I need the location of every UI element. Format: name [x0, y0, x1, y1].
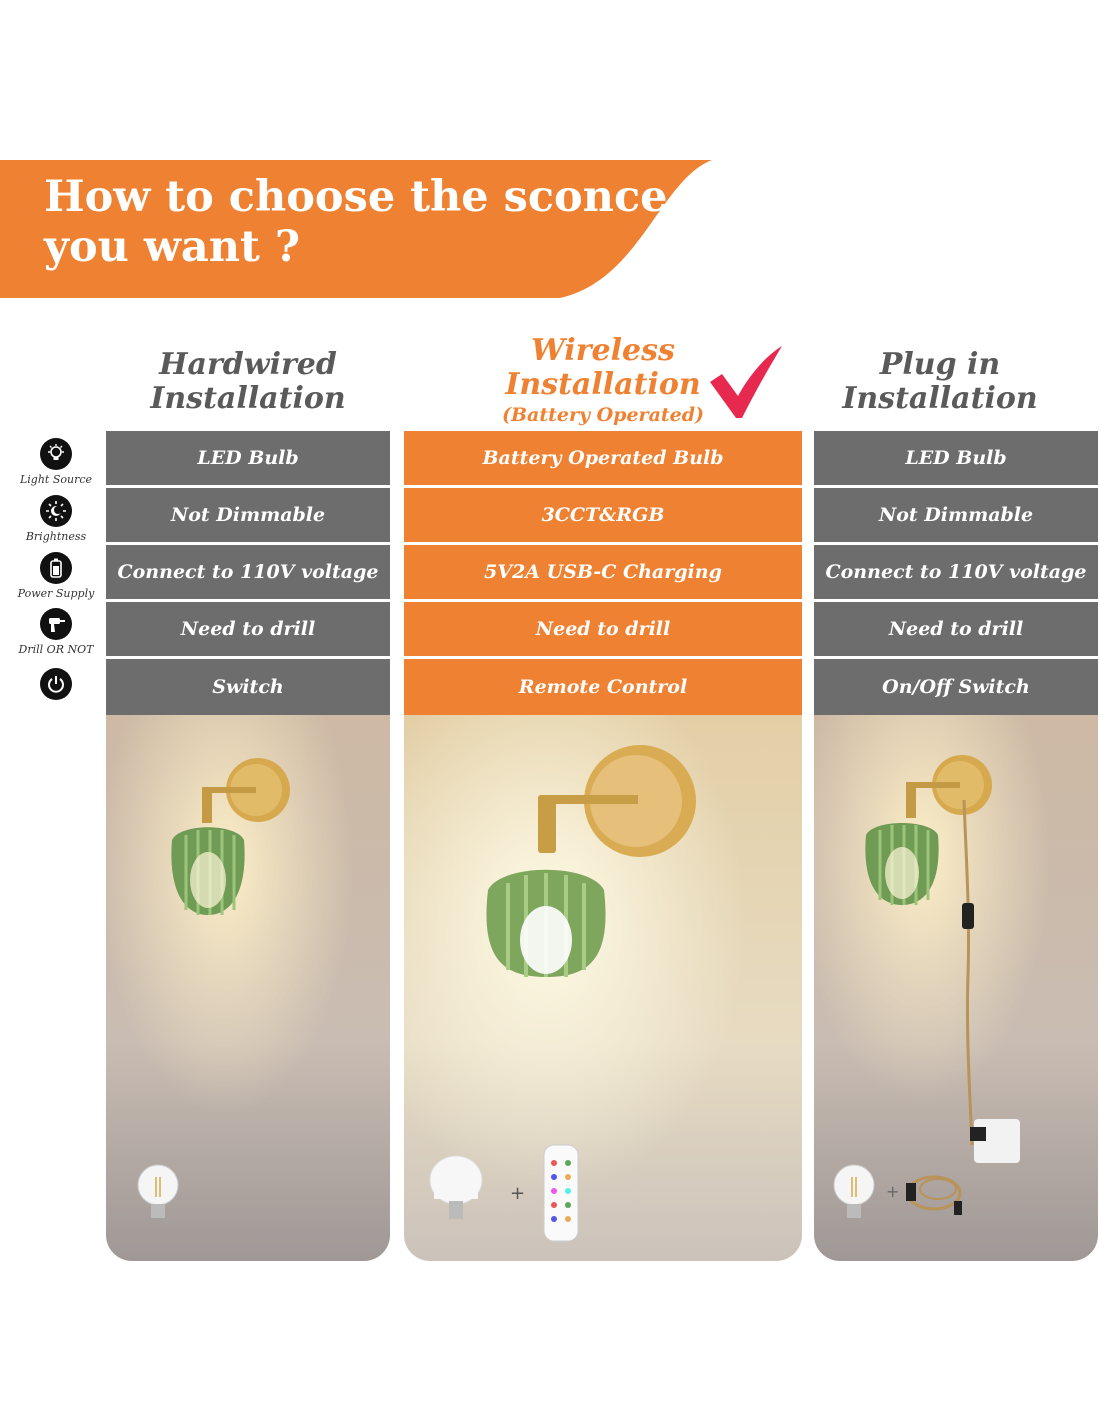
- plugin-drill: Need to drill: [814, 602, 1098, 656]
- plugin-power-supply: Connect to 110V voltage: [814, 545, 1098, 599]
- hardwired-brightness: Not Dimmable: [106, 488, 390, 542]
- plugin-brightness: Not Dimmable: [814, 488, 1098, 542]
- power-icon: [40, 668, 72, 700]
- plugin-heading: [784, 348, 1096, 416]
- brightness-icon: [40, 495, 72, 527]
- page-title: How to choose the sconce you want ?: [44, 172, 668, 272]
- wireless-drill: Need to drill: [404, 602, 802, 656]
- hardwired-column: [106, 431, 390, 1261]
- hardwired-power-supply: Connect to 110V voltage: [106, 545, 390, 599]
- hardwired-switch: Switch: [106, 659, 390, 715]
- plugin-light-source: LED Bulb: [814, 431, 1098, 485]
- hardwired-light-source: LED Bulb: [106, 431, 390, 485]
- wireless-column: [404, 431, 802, 1261]
- hardwired-heading: [106, 348, 390, 416]
- legend-brightness: [8, 495, 104, 543]
- remote-control-icon: [544, 1145, 578, 1241]
- plus-icon: +: [510, 1183, 526, 1204]
- wireless-heading-line2: Installation: [505, 367, 701, 402]
- legend-light-source: [8, 438, 104, 486]
- drill-icon: [40, 608, 72, 640]
- battery-icon: [40, 552, 72, 584]
- plugin-column: [814, 431, 1098, 1261]
- legend-label: Brightness: [25, 530, 87, 543]
- bulb-icon: [40, 438, 72, 470]
- wireless-heading-line1: Wireless: [531, 333, 675, 368]
- legend-switch: [8, 668, 104, 700]
- plus-icon: +: [886, 1182, 900, 1201]
- legend-label: Drill OR NOT: [18, 643, 94, 656]
- hardwired-sconce-photo: [106, 715, 390, 1261]
- plugin-switch: On/Off Switch: [814, 659, 1098, 715]
- plugin-heading-line1: Plug in: [879, 347, 1001, 382]
- wireless-heading-subtitle: (Battery Operated): [501, 404, 705, 426]
- plugin-sconce-photo: [814, 715, 1098, 1261]
- wireless-brightness: 3CCT&RGB: [404, 488, 802, 542]
- checkmark-icon: [708, 344, 786, 420]
- inline-switch-icon: [962, 903, 974, 929]
- legend-label: Light Source: [19, 473, 93, 486]
- wireless-power-supply: 5V2A USB-C Charging: [404, 545, 802, 599]
- hardwired-heading-line1: Hardwired: [159, 347, 337, 382]
- hardwired-drill: Need to drill: [106, 602, 390, 656]
- hardwired-heading-line2: Installation: [150, 381, 346, 416]
- legend-drill: [8, 608, 104, 656]
- wireless-sconce-photo: [404, 715, 802, 1261]
- plugin-heading-line2: Installation: [842, 381, 1038, 416]
- wireless-light-source: Battery Operated Bulb: [404, 431, 802, 485]
- legend-power-supply: [8, 552, 104, 600]
- legend-label: Power Supply: [17, 587, 95, 600]
- wireless-remote-control: Remote Control: [404, 659, 802, 715]
